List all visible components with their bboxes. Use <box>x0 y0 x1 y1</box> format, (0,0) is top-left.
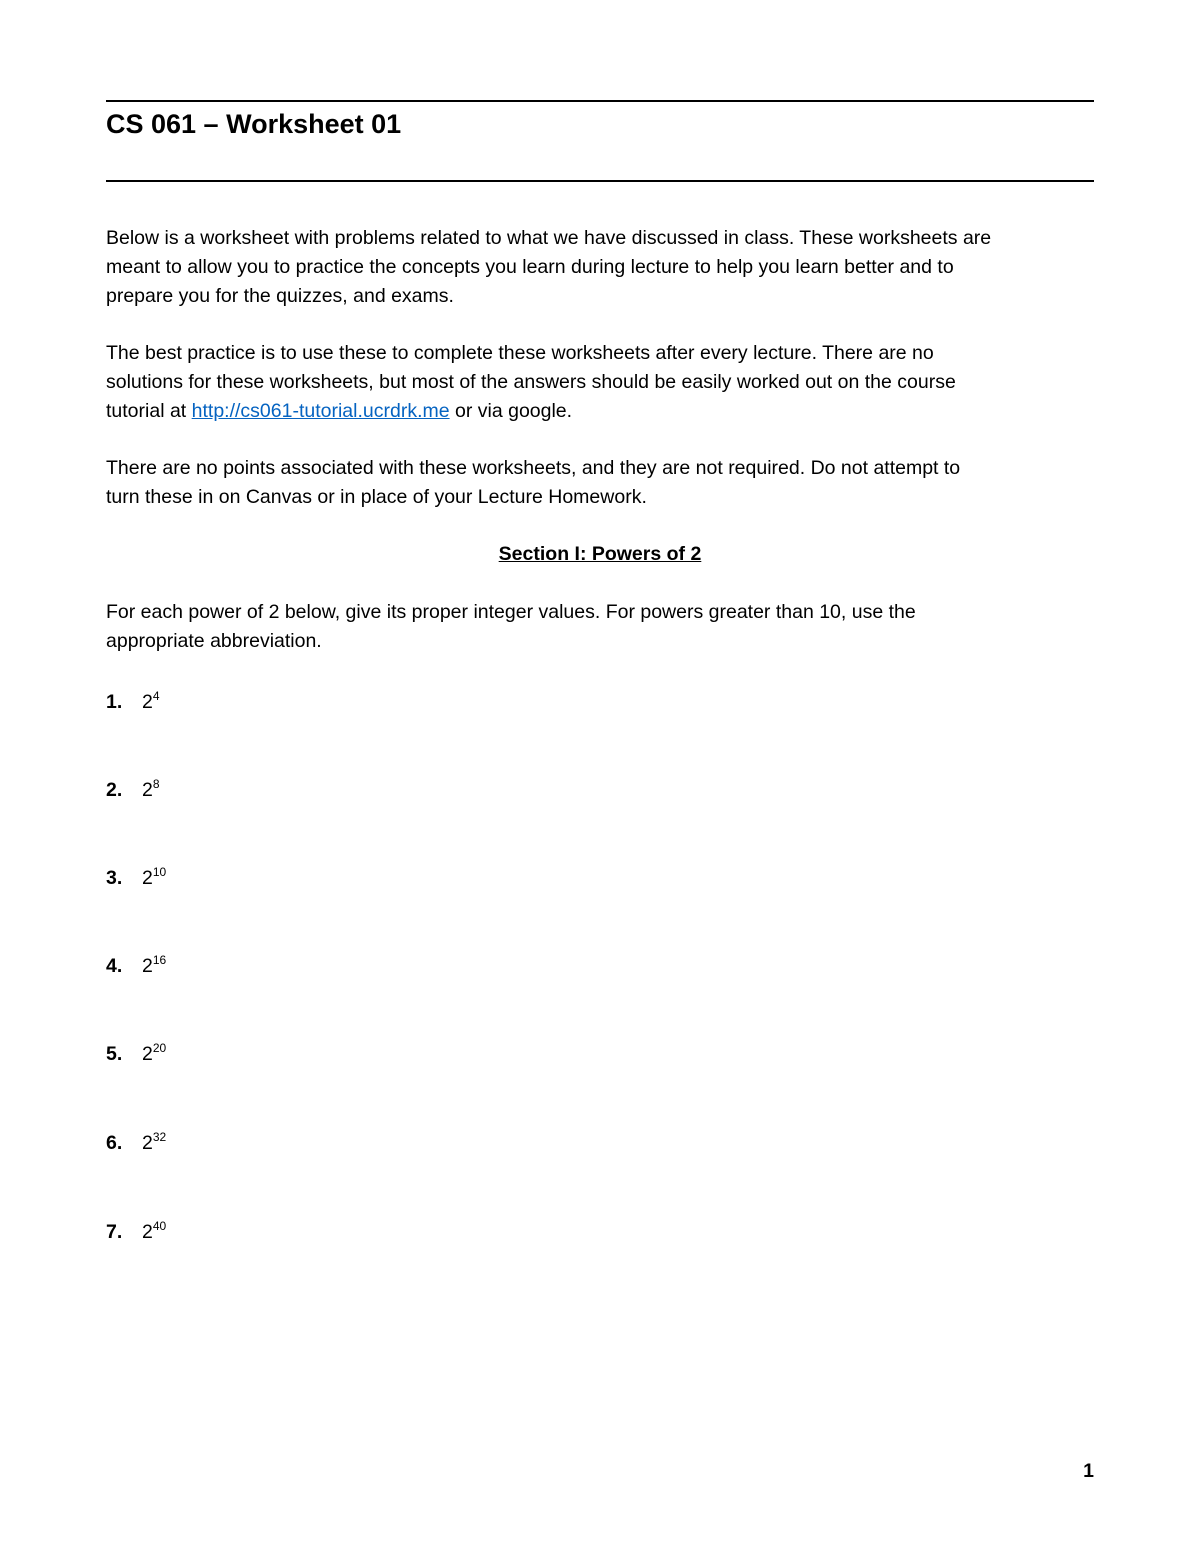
problem-item <box>106 951 166 981</box>
problem-number: 1. <box>106 691 123 713</box>
problem-base: 2 <box>142 867 153 889</box>
problem-item <box>106 1128 166 1158</box>
problem-number: 7. <box>106 1221 123 1243</box>
problem-exponent: 20 <box>152 1041 167 1055</box>
problem-item <box>106 687 160 717</box>
text-line: Below is a worksheet with problems related to what we have discussed in class. These worksheets are <box>106 227 992 249</box>
problem-base: 2 <box>142 691 153 713</box>
problem-exponent: 8 <box>152 777 160 791</box>
text-line: The best practice is to use these to complete these worksheets after every lecture. There are no <box>106 342 934 364</box>
problem-base: 2 <box>142 955 153 977</box>
problem-number: 3. <box>106 867 123 889</box>
intro-paragraph-2 <box>106 339 1101 426</box>
problem-base: 2 <box>142 1221 153 1243</box>
text-line: There are no points associated with these worksheets, and they are not required. Do not attempt to <box>106 457 961 479</box>
problem-item <box>106 775 160 805</box>
problem-number: 5. <box>106 1043 123 1065</box>
problem-number: 4. <box>106 955 123 977</box>
problem-base: 2 <box>142 779 153 801</box>
problem-exponent: 40 <box>152 1219 167 1233</box>
problem-exponent: 32 <box>152 1130 167 1144</box>
document-title: CS 061 – Worksheet 01 <box>106 109 402 139</box>
problem-item <box>106 1039 166 1069</box>
course-tutorial-link[interactable]: http://cs061-tutorial.ucrdrk.me <box>191 400 450 422</box>
problem-number: 6. <box>106 1132 123 1154</box>
text-line: solutions for these worksheets, but most of the answers should be easily worked out on the course <box>106 371 956 393</box>
text-line: For each power of 2 below, give its proper integer values. For powers greater than 10, use the <box>106 601 916 623</box>
problem-exponent: 16 <box>152 953 167 967</box>
text-line: prepare you for the quizzes, and exams. <box>106 285 454 307</box>
text-segment: or via google. <box>449 400 573 422</box>
text-line: meant to allow you to practice the concepts you learn during lecture to help you learn better and to <box>106 256 954 278</box>
problem-item <box>106 1217 166 1247</box>
intro-paragraph-1 <box>106 224 1101 311</box>
text-line <box>106 397 1101 426</box>
problem-item <box>106 863 166 893</box>
text-line: turn these in on Canvas or in place of your Lecture Homework. <box>106 486 647 508</box>
text-line: appropriate abbreviation. <box>106 630 322 652</box>
problem-base: 2 <box>142 1043 153 1065</box>
problem-exponent: 4 <box>152 689 160 703</box>
section-instructions <box>106 598 1101 656</box>
problem-exponent: 10 <box>152 865 167 879</box>
intro-paragraph-3 <box>106 454 1101 512</box>
title-top-rule <box>106 100 1094 102</box>
problem-base: 2 <box>142 1132 153 1154</box>
section-heading: Section I: Powers of 2 <box>498 543 702 565</box>
page-number: 1 <box>1083 1460 1094 1482</box>
text-segment: tutorial at <box>106 400 192 422</box>
title-bottom-rule <box>106 180 1094 182</box>
problem-number: 2. <box>106 779 123 801</box>
